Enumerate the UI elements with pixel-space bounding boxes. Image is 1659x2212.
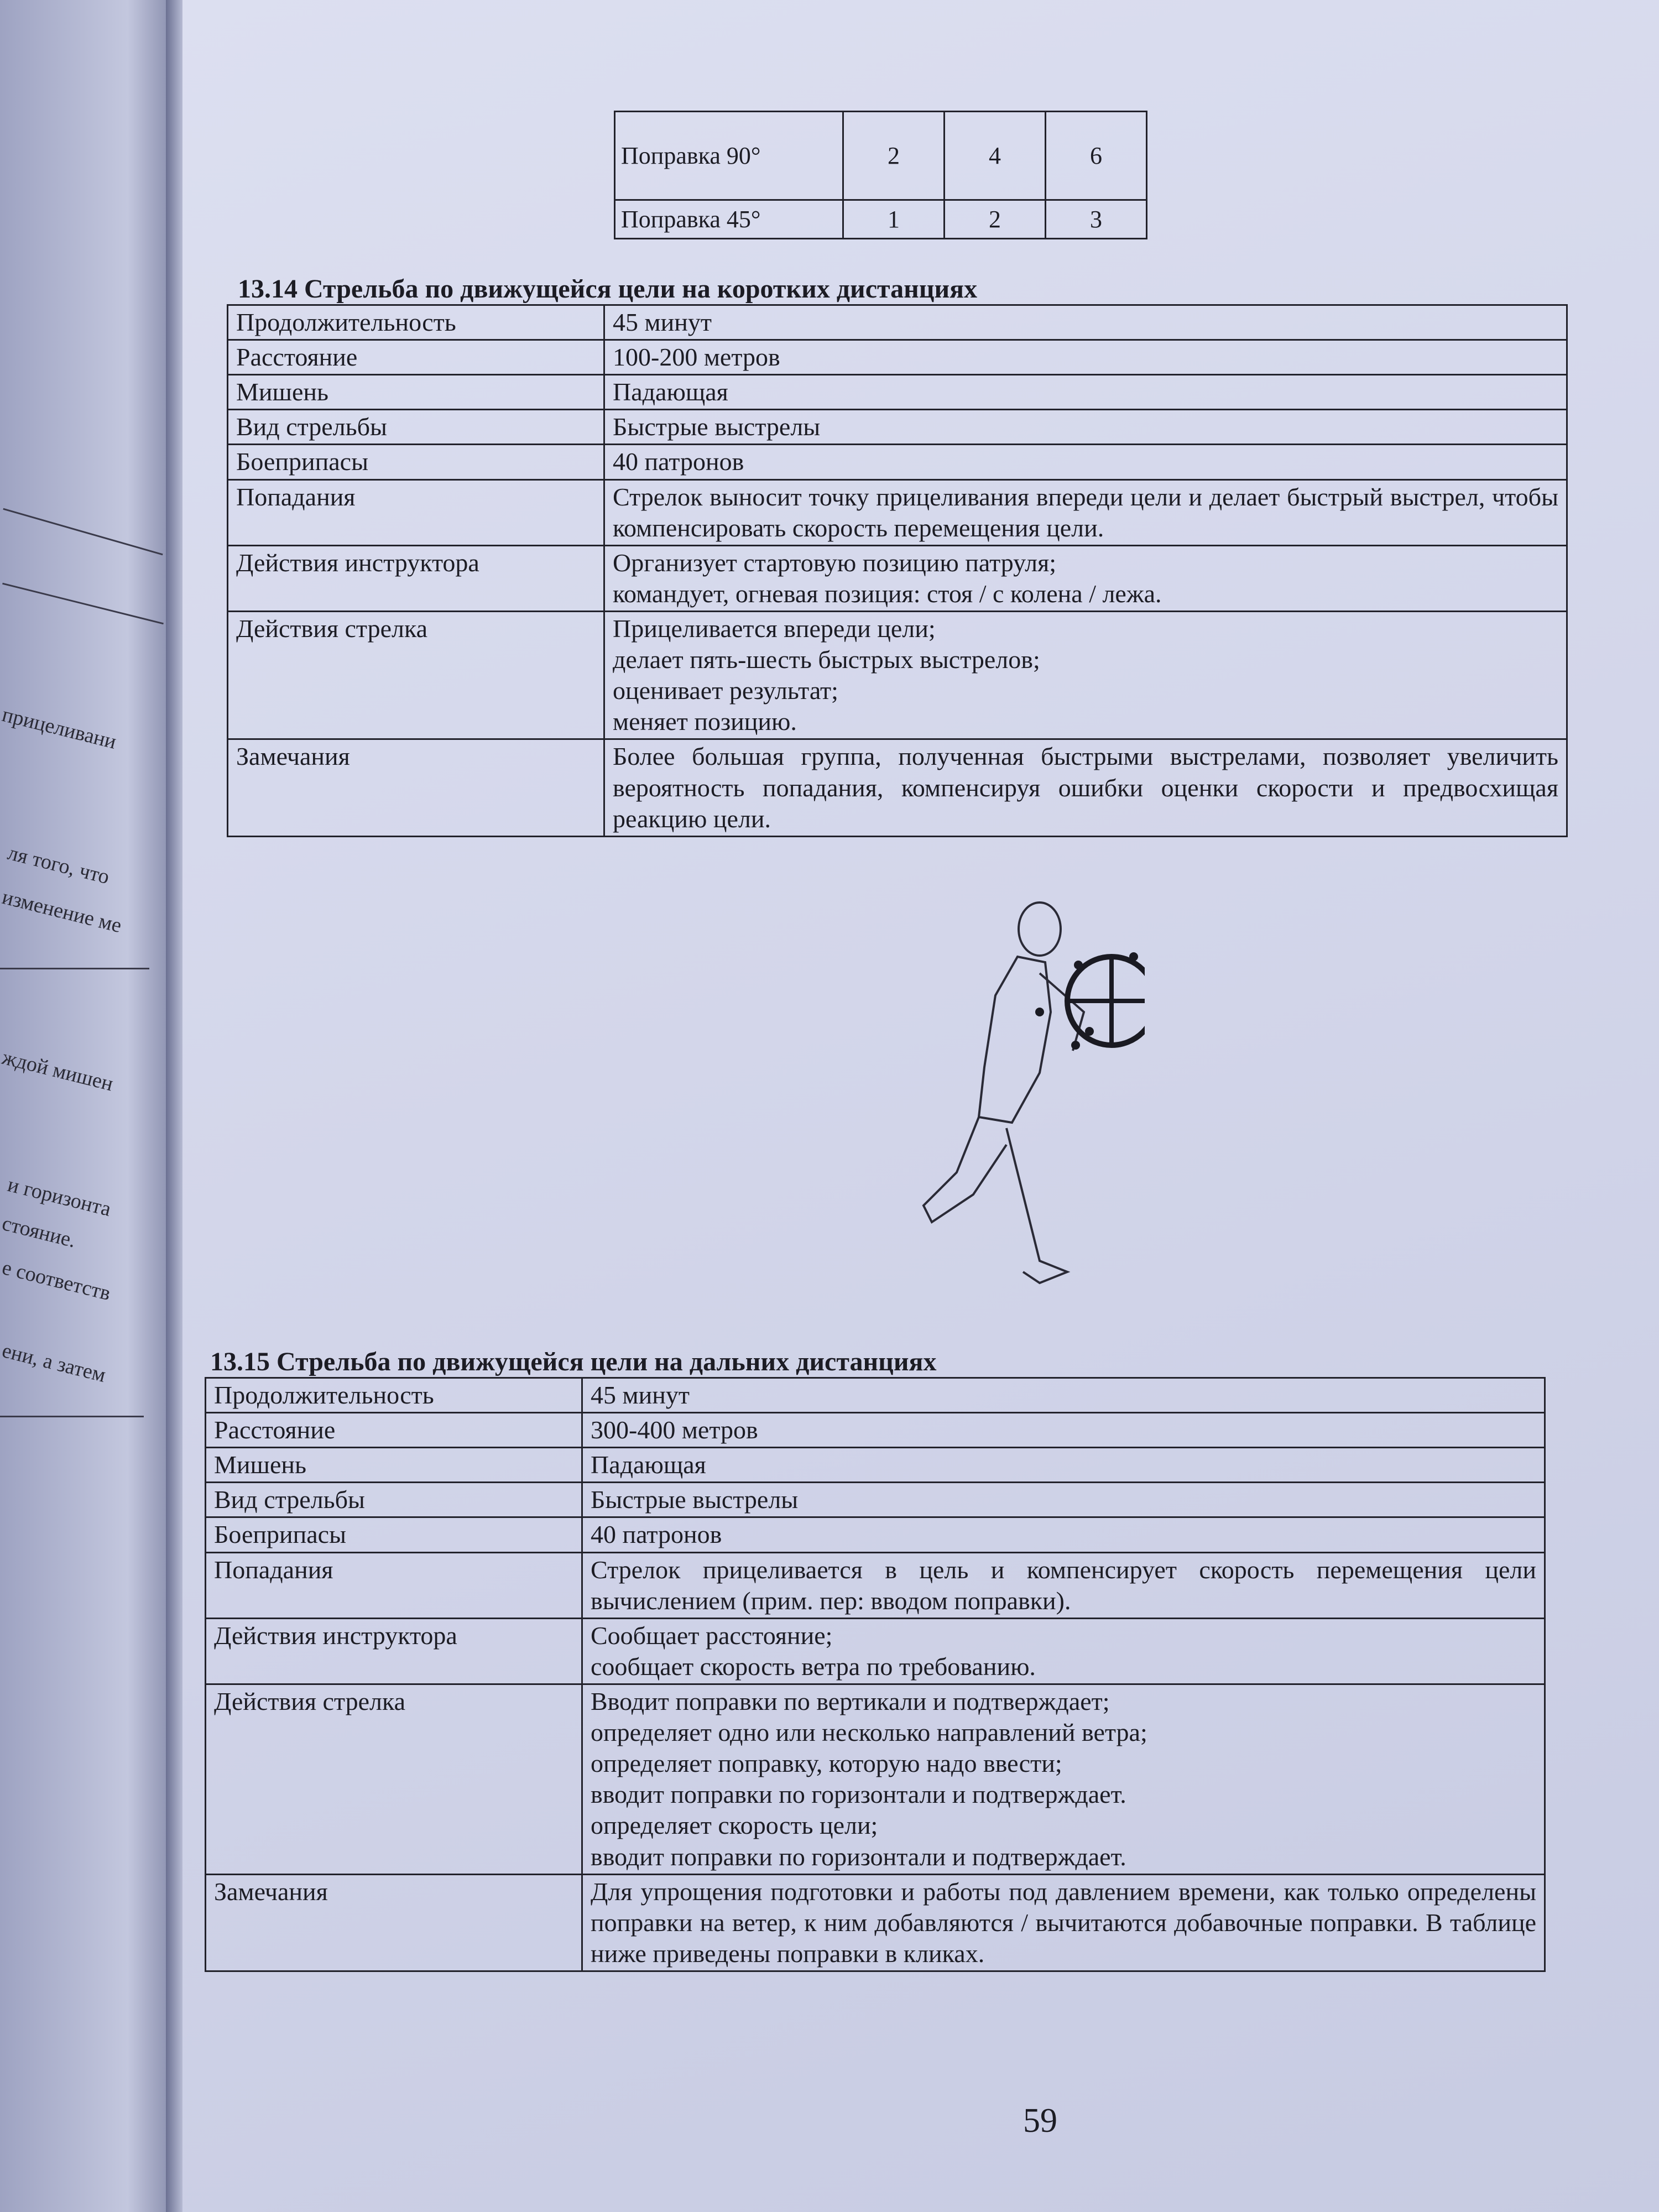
table-row [206,1618,1545,1684]
section-1314-table [227,304,1568,837]
row-value-line: Падающая [591,1451,706,1479]
left-text-fragment: ждой мишен [0,1045,116,1096]
row-value-line: меняет позицию. [613,707,797,736]
left-text-fragment: и горизонта [5,1172,113,1221]
table-row [228,545,1567,611]
section-1314-heading: 13.14 Стрельба по движущейся цели на коротких дистанциях [238,274,978,304]
table-row [615,200,1147,239]
row-value [604,739,1567,836]
row-label: Продолжительность [206,1378,582,1413]
row-label: Расстояние [228,340,604,375]
shooter-illustration [912,885,1145,1311]
row-value [582,1874,1545,1971]
row-value-line: вводит поправки по горизонтали и подтверждает. [591,1842,1126,1871]
left-text-fragment: изменение ме [0,885,124,938]
shooter-torso [979,957,1051,1123]
row-label: Действия инструктора [206,1618,582,1684]
table-row [206,1413,1545,1448]
left-text-fragment: ля того, что [5,841,112,889]
row-label: Замечания [206,1874,582,1971]
row-value-line: командует, огневая позиция: стоя / с колена / лежа. [613,579,1162,608]
shooter-rear-leg [924,1117,1006,1222]
row-value-line: 100-200 метров [613,343,780,372]
row-label: Продолжительность [228,305,604,340]
correction-value: 2 [945,200,1046,239]
row-value [582,1413,1545,1448]
row-label: Мишень [228,375,604,410]
row-value-line: определяет скорость цели; [591,1811,878,1840]
left-rule [0,968,149,969]
row-value [582,1618,1545,1684]
correction-table [614,111,1147,239]
row-value-line: Более большая группа, полученная быстрыми выстрелами, позволяет увеличить вероятность попадания, компенсируя ошибки оценки скорости и предвосхищая реакцию цели. [613,742,1558,833]
table-row [228,305,1567,340]
correction-label: Поправка 90° [615,112,843,200]
row-value-line: 45 минут [613,308,712,336]
left-text-fragment: ени, а затем [0,1338,108,1387]
row-value-line: Быстрые выстрелы [613,413,821,441]
row-label: Действия инструктора [228,545,604,611]
table-row [228,445,1567,479]
table-row [206,1684,1545,1874]
table-row [228,375,1567,410]
correction-value: 1 [843,200,945,239]
left-text-fragment: е соответств [0,1255,113,1306]
row-value [582,1483,1545,1517]
table-row [206,1552,1545,1618]
table-row [228,410,1567,445]
row-label: Мишень [206,1448,582,1483]
correction-label: Поправка 45° [615,200,843,239]
table-row [615,112,1147,200]
left-text-fragment: стояние. [0,1211,79,1253]
row-label: Боеприпасы [228,445,604,479]
row-value [604,545,1567,611]
table-row [228,739,1567,836]
row-label: Попадания [228,479,604,545]
correction-value: 3 [1046,200,1147,239]
row-value-line: Стрелок прицеливается в цель и компенсирует скорость перемещения цели вычислением (прим. пер: вводом поправки). [591,1555,1536,1615]
table-row [206,1874,1545,1971]
row-value-line: Организует стартовую позицию патруля; [613,548,1057,577]
row-value-line: 300-400 метров [591,1416,758,1444]
row-label: Боеприпасы [206,1517,582,1552]
left-rule [2,583,164,624]
row-label: Вид стрельбы [228,410,604,445]
table-row [206,1483,1545,1517]
table-row [228,340,1567,375]
target-reticle [1035,952,1145,1050]
row-value [604,305,1567,340]
book-page [182,0,1659,2212]
left-rule [0,1416,144,1417]
table-row [206,1448,1545,1483]
row-value-line: Сообщает расстояние; [591,1621,833,1650]
correction-value: 6 [1046,112,1147,200]
shooter-front-leg [1006,1128,1067,1283]
row-value-line: 40 патронов [613,447,744,476]
correction-value: 2 [843,112,945,200]
row-value-line: оценивает результат; [613,676,838,705]
row-label: Попадания [206,1552,582,1618]
row-value-line: сообщает скорость ветра по требованию. [591,1652,1036,1681]
row-value [604,340,1567,375]
row-value-line: Прицеливается впереди цели; [613,614,936,643]
row-value-line: 45 минут [591,1381,690,1409]
section-1315-heading: 13.15 Стрельба по движущейся цели на дальних дистанциях [210,1347,937,1376]
row-value-line: Для упрощения подготовки и работы под давлением времени, как только определены поправки на ветер, к ним добавляются / вычитаются добавочные поправки. В таблице ниже приведены поправки в кликах. [591,1877,1536,1968]
row-value [582,1552,1545,1618]
row-label: Действия стрелка [228,611,604,739]
row-value-line: Падающая [613,378,728,406]
row-value-line: Быстрые выстрелы [591,1485,799,1514]
row-value-line: делает пять-шесть быстрых выстрелов; [613,645,1040,674]
row-value [604,611,1567,739]
row-value-line: 40 патронов [591,1520,722,1549]
page-number: 59 [1023,2102,1057,2140]
row-value-line: определяет одно или несколько направлений ветра; [591,1718,1147,1747]
row-value [604,479,1567,545]
row-value [582,1448,1545,1483]
section-1314-body [228,305,1567,837]
row-value [604,410,1567,445]
shooter-head [1019,902,1061,956]
row-label: Расстояние [206,1413,582,1448]
table-row [228,611,1567,739]
row-label: Действия стрелка [206,1684,582,1874]
section-1315-table [205,1377,1546,1972]
row-label: Вид стрельбы [206,1483,582,1517]
row-value-line: вводит поправки по горизонтали и подтверждает. [591,1780,1126,1809]
left-text-fragment: прицеливани [0,702,119,754]
row-value-line: Стрелок выносит точку прицеливания впереди цели и делает быстрый выстрел, чтобы компенсировать скорость перемещения цели. [613,482,1558,542]
facing-page [0,0,182,2212]
table-row [228,479,1567,545]
table-row [206,1378,1545,1413]
row-label: Замечания [228,739,604,836]
row-value-line: определяет поправку, которую надо ввести; [591,1749,1062,1778]
table-row [206,1517,1545,1552]
correction-value: 4 [945,112,1046,200]
row-value [582,1378,1545,1413]
row-value [604,375,1567,410]
row-value [582,1684,1545,1874]
section-1315-body [206,1378,1545,1971]
row-value-line: Вводит поправки по вертикали и подтверждает; [591,1687,1110,1715]
row-value [604,445,1567,479]
row-value [582,1517,1545,1552]
left-rule [3,508,163,556]
